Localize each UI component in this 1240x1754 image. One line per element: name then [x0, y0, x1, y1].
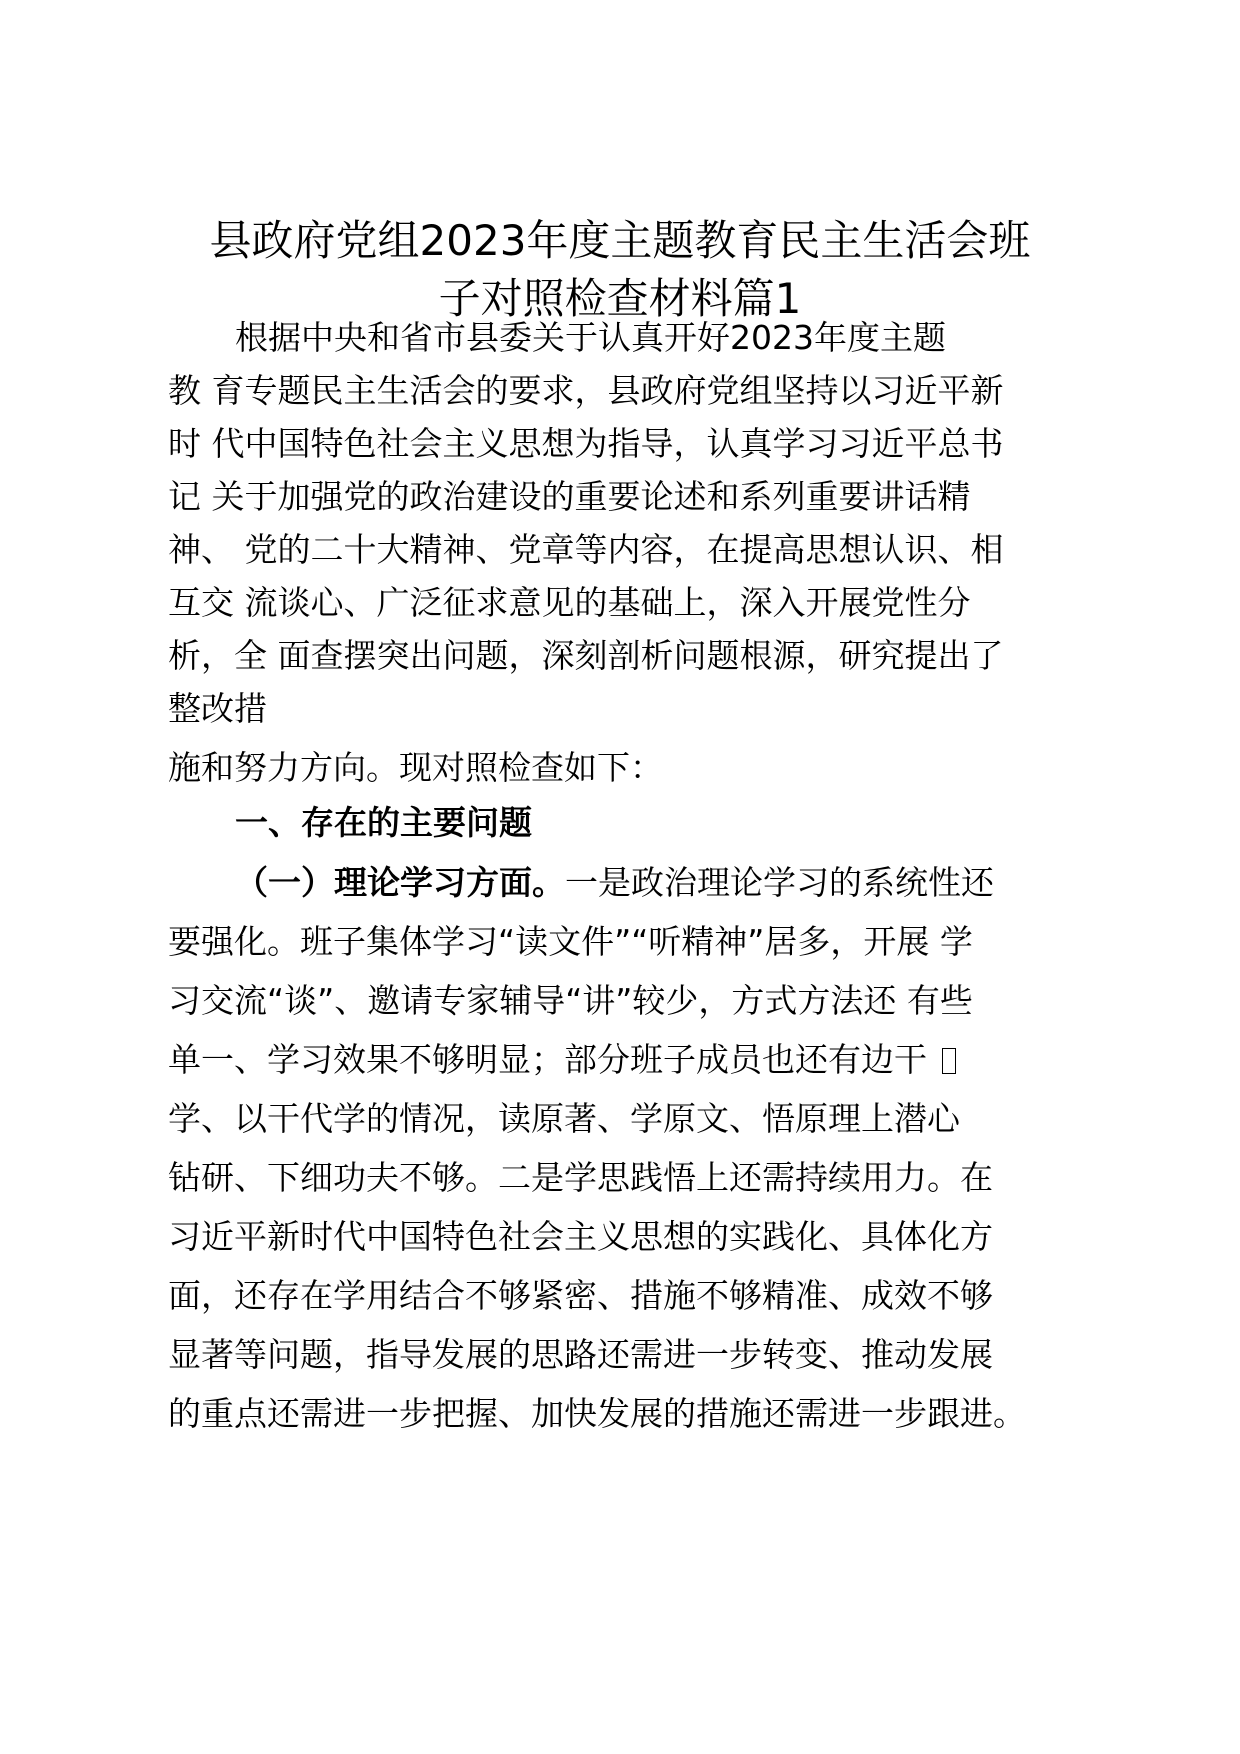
intro-line-3: 时 代中国特色社会主义思想为指导，认真学习习近平总书: [168, 424, 1004, 463]
intro-line-8: 整改措: [168, 689, 267, 728]
body-line-10: 的重点还需进一步把握、加快发展的措施还需进一步跟进。: [168, 1394, 1026, 1433]
body-line-5: 学、以干代学的情况，读原著、学原文、悟原理上潜心: [168, 1099, 960, 1138]
intro-line-4: 记 关于加强党的政治建设的重要论述和系列重要讲话精: [168, 477, 971, 516]
body-line-4-text: 单一、学习效果不够明显；部分班子成员也还有边干: [168, 1040, 938, 1079]
body-line-3: 习交流“谈”、邀请专家辅导“讲”较少，方式方法还 有些: [168, 981, 973, 1020]
intro-line-6: 互交 流谈心、广泛征求意见的基础上，深入开展党性分: [168, 583, 971, 622]
title-line-1: 县政府党组2023年度主题教育民主生活会班: [209, 216, 1031, 265]
title-line-2: 子对照检查材料篇1: [438, 274, 802, 323]
intro-line-9: 施和努力方向。现对照检查如下：: [168, 748, 663, 787]
intro-line-7: 析，全 面查摆突出问题，深刻剖析问题根源，研究提出了: [168, 636, 1004, 675]
body-line-8: 面，还存在学用结合不够紧密、措施不够精准、成效不够: [168, 1276, 993, 1315]
document-title: [150, 212, 1090, 328]
intro-line-1: 根据中央和省市县委关于认真开好2023年度主题: [235, 318, 946, 357]
sub-heading: （一）理论学习方面。: [235, 863, 565, 902]
body-line-7: 习近平新时代中国特色社会主义思想的实践化、具体化方: [168, 1217, 993, 1256]
body-line-1-text: 一是政治理论学习的系统性还: [565, 863, 994, 902]
intro-line-2: 教 育专题民主生活会的要求，县政府党组坚持以习近平新: [168, 371, 1004, 410]
missing-glyph-box: [942, 1048, 956, 1074]
body-line-1: [235, 863, 994, 903]
body-line-6: 钻研、下细功夫不够。二是学思践悟上还需持续用力。在: [168, 1158, 993, 1197]
body-line-2: 要强化。班子集体学习“读文件”“听精神”居多，开展 学: [168, 922, 973, 961]
intro-line-5: 神、 党的二十大精神、党章等内容，在提高思想认识、相: [168, 530, 1004, 569]
body-line-9: 显著等问题，指导发展的思路还需进一步转变、推动发展: [168, 1335, 993, 1374]
section-heading: 一、存在的主要问题: [235, 803, 532, 842]
body-line-4: [168, 1040, 956, 1080]
